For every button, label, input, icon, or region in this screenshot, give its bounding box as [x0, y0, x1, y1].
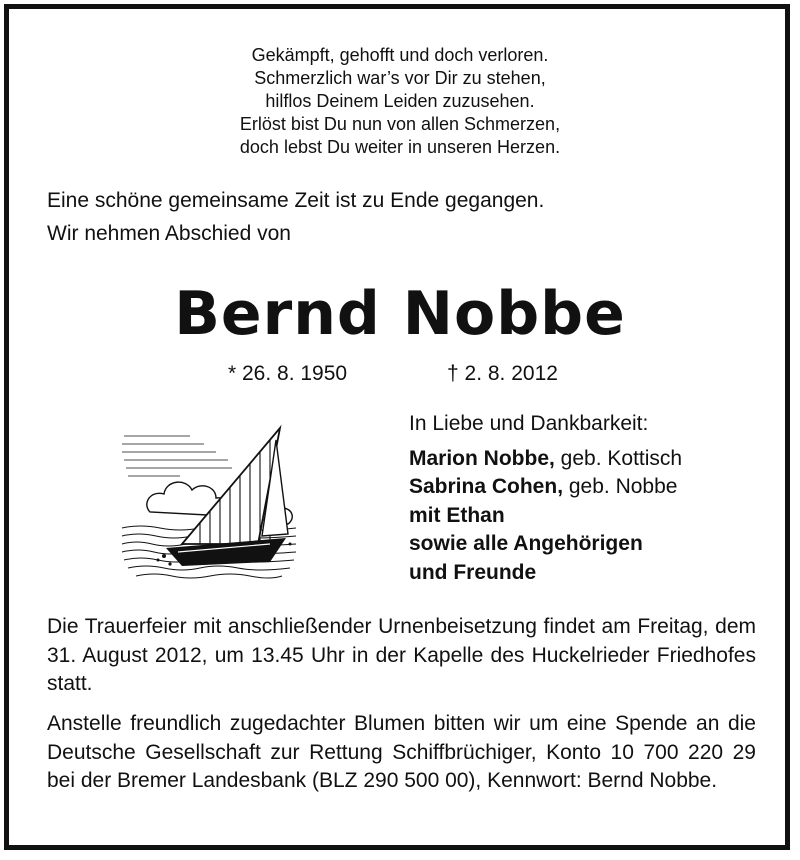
birth-date: * 26. 8. 1950 — [228, 362, 348, 385]
mourners-list — [409, 410, 682, 587]
mourner-name: Sabrina Cohen, — [409, 475, 564, 498]
mourner-line — [409, 445, 682, 474]
intro-line: Eine schöne gemeinsame Zeit ist zu Ende gegangen. — [47, 189, 545, 212]
poem-line: doch lebst Du weiter in unseren Herzen. — [239, 137, 561, 157]
funeral-details: Die Trauerfeier mit anschließender Urnenbeisetzung findet am Freitag, dem 31. August 2012, um 13.45 Uhr in der Kapelle des Huckelrieder Friedhofes statt. — [47, 615, 756, 695]
poem-line: hilflos Deinem Leiden zuzusehen. — [265, 91, 535, 111]
mourners-heading: In Liebe und Dankbarkeit: — [409, 412, 649, 435]
mourner-line: sowie alle Angehörigen — [409, 532, 643, 555]
intro-line: Wir nehmen Abschied von — [47, 222, 291, 245]
mourner-birthname: geb. Kottisch — [554, 446, 683, 470]
poem-line: Gekämpft, gehofft und doch verloren. — [251, 45, 549, 65]
mourner-name: Marion Nobbe, — [409, 446, 555, 470]
sailboat-icon — [120, 424, 300, 586]
deceased-name: Bernd Nobbe — [174, 279, 626, 349]
donation-request: Anstelle freundlich zugedachter Blumen bitten wir um eine Spende an die Deutsche Gesellschaft zur Rettung Schiffbrüchiger, Konto 10 700 220 29 bei der Bremer Landesbank (BLZ 290 500 00), Kennwort: Bernd Nobbe. — [47, 712, 756, 792]
mourner-line: und Freunde — [409, 560, 537, 584]
poem-line: Erlöst bist Du nun von allen Schmerzen, — [239, 114, 561, 134]
death-date: † 2. 8. 2012 — [447, 362, 558, 385]
mourner-line: mit Ethan — [409, 503, 505, 527]
poem — [0, 44, 800, 159]
mourner-birthname: geb. Nobbe — [563, 475, 678, 498]
mourner-line — [409, 473, 682, 502]
poem-line: Schmerzlich war’s vor Dir zu stehen, — [254, 68, 546, 88]
intro-text — [47, 184, 544, 250]
